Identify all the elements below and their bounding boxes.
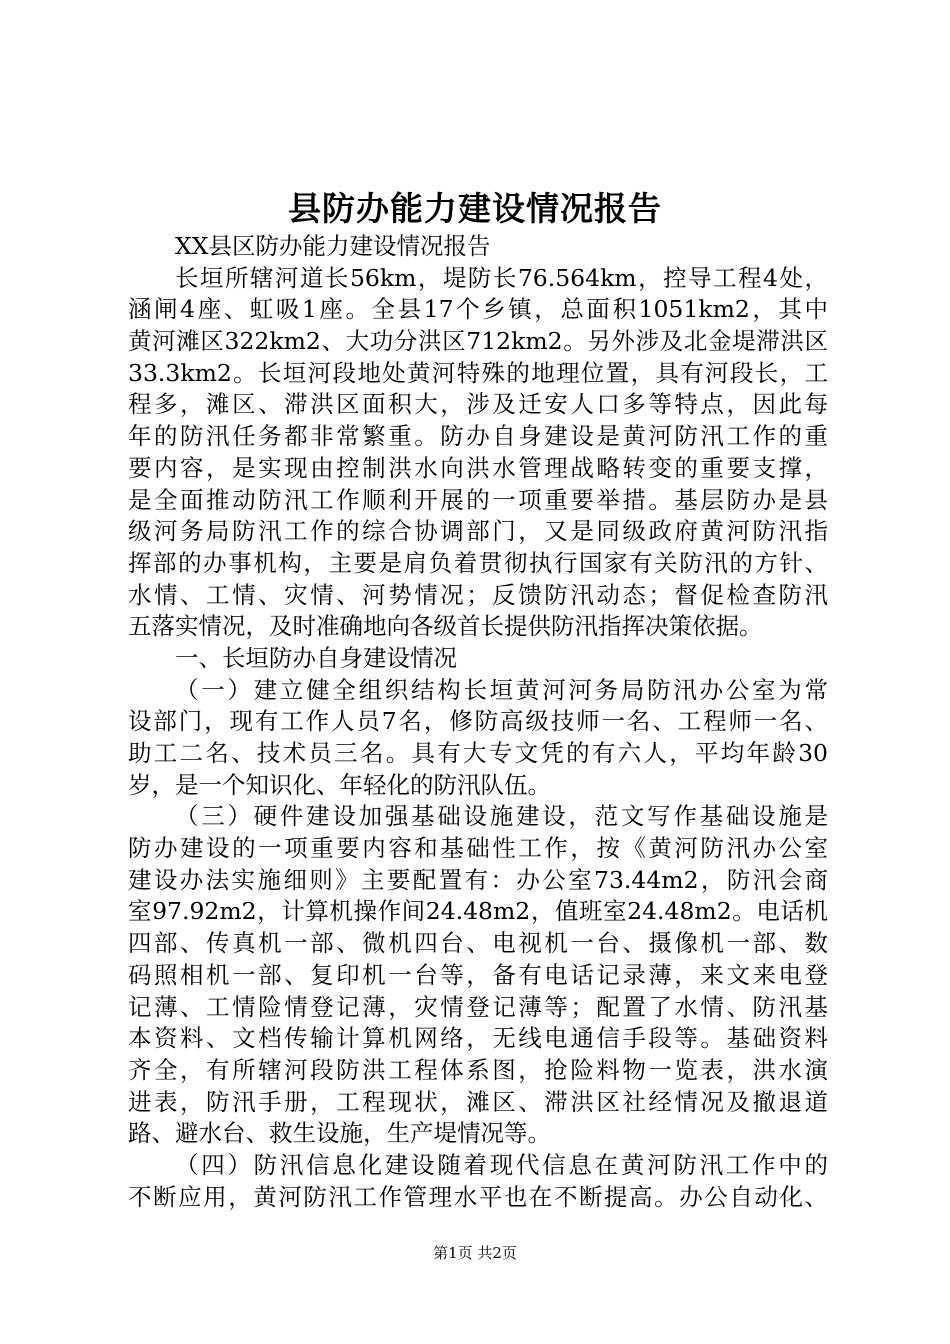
text-line: 涵闸4座、虹吸1座。全县17个乡镇，总面积1051km2，其中 bbox=[128, 295, 828, 324]
page-title: 县防办能力建设情况报告 bbox=[288, 189, 662, 228]
text-line: 建设办法实施细则》主要配置有：办公室73.44m2，防汛会商 bbox=[128, 865, 828, 894]
text-line: 一、长垣防办自身建设情况 bbox=[175, 643, 457, 672]
text-line: 黄河滩区322km2、大功分洪区712km2。另外涉及北金堤滞洪区 bbox=[128, 327, 828, 356]
text-line: 助工二名、技术员三名。具有大专文凭的有六人，平均年龄30 bbox=[128, 739, 828, 767]
text-line: 四部、传真机一部、微机四台、电视机一台、摄像机一部、数 bbox=[128, 929, 828, 958]
text-line: （四）防汛信息化建设随着现代信息在黄河防汛工作中的 bbox=[175, 1150, 828, 1179]
text-line: 本资料、文档传输计算机网络，无线电通信手段等。基础资料 bbox=[128, 1024, 828, 1053]
text-line: 水情、工情、灾情、河势情况；反馈防汛动态；督促检查防汛 bbox=[128, 580, 828, 609]
text-line: 是全面推动防汛工作顺利开展的一项重要举措。基层防办是县 bbox=[128, 485, 828, 514]
report-body bbox=[128, 231, 828, 1213]
text-line: 33.3km2。长垣河段地处黄河特殊的地理位置，具有河段长，工 bbox=[128, 358, 828, 387]
text-line: （一）建立健全组织结构长垣黄河河务局防汛办公室为常 bbox=[175, 675, 828, 704]
text-line: 程多，滩区、滞洪区面积大，涉及迁安人口多等特点，因此每 bbox=[128, 390, 828, 419]
text-line: 设部门，现有工作人员7名，修防高级技师一名、工程师一名、 bbox=[128, 707, 828, 736]
text-line: 挥部的办事机构，主要是肩负着贯彻执行国家有关防汛的方针、 bbox=[128, 548, 828, 577]
text-line: 要内容，是实现由控制洪水向洪水管理战略转变的重要支撑， bbox=[128, 453, 828, 482]
text-line: 不断应用，黄河防汛工作管理水平也在不断提高。办公自动化、 bbox=[128, 1182, 828, 1211]
text-line: （三）硬件建设加强基础设施建设，范文写作基础设施是 bbox=[175, 802, 828, 831]
text-line: 齐全，有所辖河段防洪工程体系图，抢险料物一览表，洪水演 bbox=[128, 1055, 828, 1084]
text-line: XX县区防办能力建设情况报告 bbox=[175, 232, 491, 260]
text-line: 进表，防汛手册，工程现状，滩区、滞洪区社经情况及撤退道 bbox=[128, 1087, 828, 1116]
text-line: 记薄、工情险情登记薄，灾情登记薄等；配置了水情、防汛基 bbox=[128, 992, 828, 1021]
text-line: 防办建设的一项重要内容和基础性工作，按《黄河防汛办公室 bbox=[128, 834, 828, 863]
text-line: 年的防汛任务都非常繁重。防办自身建设是黄河防汛工作的重 bbox=[128, 422, 828, 451]
text-line: 五落实情况，及时准确地向各级首长提供防汛指挥决策依据。 bbox=[128, 612, 763, 641]
text-line: 长垣所辖河道长56km，堤防长76.564km，控导工程4处， bbox=[175, 263, 828, 292]
text-line: 室97.92m2，计算机操作间24.48m2，值班室24.48m2。电话机 bbox=[128, 897, 828, 926]
text-line: 路、避水台、救生设施，生产堤情况等。 bbox=[128, 1119, 551, 1148]
text-line: 岁，是一个知识化、年轻化的防汛队伍。 bbox=[128, 770, 551, 799]
text-line: 码照相机一部、复印机一台等，备有电话记录薄，来文来电登 bbox=[128, 960, 828, 989]
page-footer: 第1页 共2页 bbox=[433, 1244, 517, 1262]
text-line: 级河务局防汛工作的综合协调部门，又是同级政府黄河防汛指 bbox=[128, 517, 828, 546]
